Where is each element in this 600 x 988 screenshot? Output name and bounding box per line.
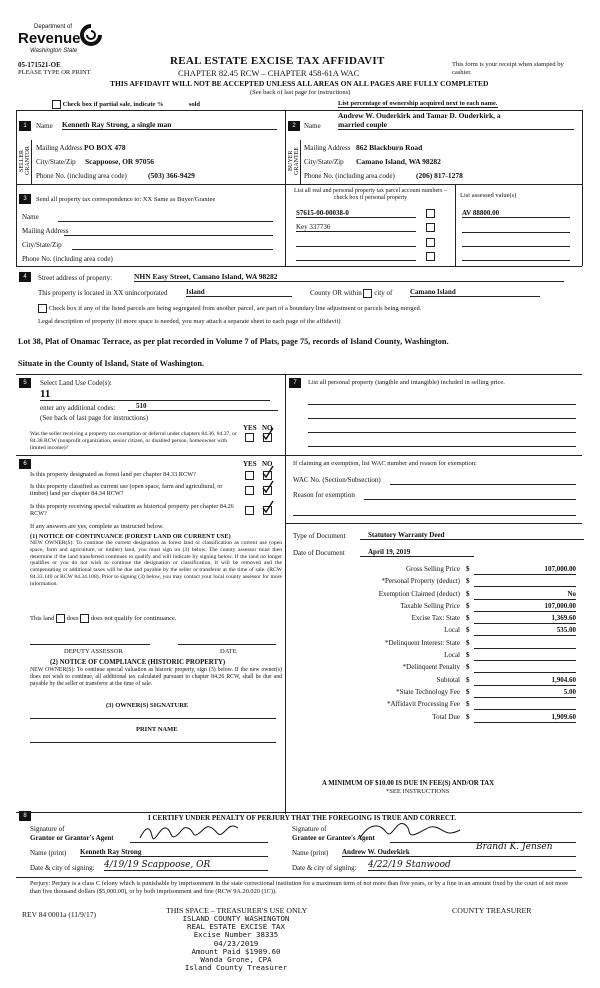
notice-1-title: (1) NOTICE OF CONTINUANCE (FOREST LAND OR CURRENT USE) — [30, 533, 231, 540]
personal-property-label: List all personal property (tangible and intangible) included in selling price. — [308, 379, 505, 386]
calc-value[interactable]: 1,909.60 — [474, 713, 576, 723]
seller-name[interactable]: Kenneth Ray Strong, a single man — [62, 120, 277, 130]
logo-dept-text: Department of — [34, 24, 73, 30]
calc-label: *State Technology Fee — [396, 687, 460, 696]
calc-value[interactable] — [474, 577, 576, 587]
calc-row — [290, 688, 578, 700]
calc-row — [290, 639, 578, 651]
calc-row — [290, 663, 578, 675]
additional-codes-label: enter any additional codes: — [40, 404, 116, 412]
q1-yes-checkbox[interactable] — [245, 471, 254, 480]
grantee-date[interactable]: 4/22/19 Stanwood — [368, 860, 576, 871]
grantor-date-label: Date & city of signing: — [30, 864, 95, 872]
calc-value[interactable] — [474, 651, 576, 661]
located-county[interactable]: Island — [186, 288, 292, 297]
exemption-question: Was the seller receiving a property tax exemption or deferral under chapters 84.36, 84.37, or 84.38 RCW (nonprofit organization, senior citizen, or disabled person, homeowner with limited income)? — [30, 431, 237, 451]
form-id: 05-171521-OE — [18, 61, 61, 69]
treasurer-stamp — [166, 915, 306, 972]
buyer-name-line1[interactable]: Andrew W. Ouderkirk and Tamar D. Ouderkirk, a — [338, 111, 501, 120]
perjury-note: Perjury: Perjury is a class C felony which is punishable by imprisonment in the state correctional institution for a maximum term of not more than five years, or by a fine in an amount fixed by the court of not more than five thousand dollars ($5,000.00), or by both imprisonment and fine (RCW 9A.20.020 (1C)). — [30, 880, 569, 895]
calc-label: Gross Selling Price — [405, 565, 460, 573]
parcel-3[interactable] — [296, 246, 416, 247]
calc-label: *Delinquent Interest: State — [384, 638, 460, 647]
doc-date[interactable]: April 19, 2019 — [360, 548, 474, 557]
section-1-badge: 1 — [19, 121, 31, 131]
stamp-line: Island County Treasurer — [184, 963, 288, 973]
calc-value[interactable]: 535.00 — [474, 626, 576, 636]
calc-value[interactable]: 1,904.60 — [474, 676, 576, 686]
stamp-line: ISLAND COUNTY WASHINGTON — [182, 914, 290, 923]
grantee-date-label: Date & city of signing: — [292, 864, 357, 872]
calc-label: *Personal Property (deduct) — [381, 577, 460, 586]
assessed-1[interactable]: AV 88800.00 — [462, 209, 570, 218]
stamp-line: Amount Paid $1909.60 — [191, 946, 281, 956]
this-land-label: This land — [30, 614, 55, 622]
partial-sale-checkbox[interactable] — [52, 100, 61, 109]
legal-line-1: Lot 38, Plat of Onamac Terrace, as per plat recorded in Volume 7 of Plats, page 75, records of Island County, Washington. — [18, 337, 449, 346]
section-8-badge: 8 — [19, 811, 31, 821]
calc-value[interactable] — [474, 663, 576, 673]
s5-yes-checkbox[interactable] — [245, 433, 254, 442]
calc-label: *Delinquent Penalty — [402, 663, 460, 672]
personal-property-line-4[interactable] — [308, 446, 576, 447]
reason-label: Reason for exemption — [293, 491, 355, 499]
s3-phone-label: Phone No. (including area code) — [22, 255, 113, 263]
calc-dollar-sign: $ — [466, 712, 470, 721]
s6-yes-header: YES — [243, 460, 257, 468]
calc-row — [290, 713, 578, 725]
county-or-text: County OR within — [310, 289, 362, 298]
legal-line-2: Situate in the County of Island, State of Washington. — [18, 359, 205, 368]
calc-row — [290, 590, 578, 602]
parcel-4[interactable] — [296, 260, 416, 261]
section-6-badge: 6 — [19, 459, 31, 469]
seller-side-label: SELLER GRANTOR — [19, 146, 31, 176]
partial-sale-sold: sold — [188, 100, 201, 108]
personal-property-line-2[interactable] — [308, 418, 576, 419]
doc-type[interactable]: Statutory Warranty Deed — [360, 531, 584, 540]
s3-name-field[interactable] — [58, 221, 273, 222]
q1-no-checkmark-icon — [262, 465, 274, 479]
doc-type-label: Type of Document — [293, 532, 346, 540]
q3-historic: Is this property receiving special valuation as historical property per chapter 84.26 RCW? — [30, 503, 234, 517]
legal-label: Legal description of property (if more space is needed, you may attach a separate sheet to each page of the affidavit) — [38, 318, 341, 325]
q3-no-checkmark-icon — [262, 500, 274, 514]
land-use-label: Select Land Use Code(s): — [40, 379, 112, 387]
calc-label: Local — [444, 626, 460, 635]
seller-phone[interactable]: (503) 366-9429 — [148, 171, 195, 180]
reason-field-2[interactable] — [293, 515, 576, 516]
street-address[interactable]: NHN Easy Street, Camano Island, WA 98282 — [134, 272, 564, 282]
does-not-label: does not qualify for continuance. — [90, 614, 177, 622]
grantee-print-name[interactable]: Andrew W. Ouderkirk — [342, 848, 576, 857]
calc-row — [290, 565, 578, 577]
does-not-checkbox[interactable] — [80, 614, 89, 623]
calc-dollar-sign: $ — [466, 626, 470, 635]
grantee-print-label: Name (print) — [292, 849, 329, 857]
grantor-sig-label-1: Signature of — [30, 825, 65, 833]
section-3-badge: 3 — [19, 194, 31, 204]
q3-yes-checkbox[interactable] — [245, 506, 254, 515]
calc-row — [290, 651, 578, 663]
parcel-1-personal-checkbox[interactable] — [426, 209, 435, 218]
calc-value[interactable]: No — [474, 590, 576, 600]
notice-2-body: NEW OWNER(S): To continue special valuation as historic property, sign (3) below. If the new owner(s) does not wish to continue, all additional tax calculated pursuant to chapter 84.26 RCW, shall be due and payable by the seller or transferor at the time of sale. — [30, 667, 282, 687]
calc-dollar-sign: $ — [466, 614, 470, 623]
wac-field[interactable] — [390, 484, 576, 485]
calc-row — [290, 676, 578, 688]
assessor-date-label: DATE — [220, 648, 237, 655]
exemption-claim-label: If claiming an exemption, list WAC number and reason for exemption: — [293, 460, 477, 467]
calc-value[interactable]: 107,000.00 — [474, 565, 576, 575]
notice-1-body: NEW OWNER(S): To continue the current designation as forest land or classification as current use (open space, farm and agriculture, or timber) land, you must sign on (3) below. The county assessor must then determine if the land transferred continues to qualify and will indicate by signing below. If the land no longer qualifies or you do not wish to continue the designation or classification, it will be removed and the compensating or additional taxes will be due and payable by the seller or transferor at the time of sale. (RCW 84.33.140 or RCW 84.34.108). Prior to signing (3) below, you may contact your local county assessor for more information. — [30, 540, 282, 587]
tax-calculation — [290, 565, 578, 725]
s3-mailing-label: Mailing Address — [22, 227, 69, 235]
buyer-city-label: City/State/Zip — [304, 158, 344, 166]
section-2-badge: 2 — [288, 121, 300, 131]
owner-signature-field[interactable] — [30, 718, 276, 719]
calc-row — [290, 700, 578, 712]
parcel-header: List all real and personal property tax parcel account numbers – check box if personal property — [294, 188, 447, 201]
calc-label: Local — [444, 651, 460, 660]
calc-dollar-sign: $ — [466, 663, 470, 672]
county-treasurer: COUNTY TREASURER — [452, 906, 532, 915]
calc-dollar-sign: $ — [466, 638, 470, 647]
s3-name-label: Name — [22, 213, 39, 221]
segregated-checkbox[interactable] — [38, 304, 47, 313]
calc-dollar-sign: $ — [466, 687, 470, 696]
grantor-date[interactable]: 4/19/19 Scappoose, OR — [104, 860, 268, 871]
calc-row — [290, 602, 578, 614]
print-name-label: PRINT NAME — [136, 726, 178, 733]
see-instructions: *SEE INSTRUCTIONS — [386, 788, 450, 795]
calc-label: Excise Tax: State — [411, 614, 460, 623]
seller-phone-label: Phone No. (including area code) — [36, 172, 127, 180]
q2-no-checkmark-icon — [262, 480, 274, 494]
calc-label: *Affidavit Processing Fee — [387, 700, 460, 709]
reason-field[interactable] — [364, 499, 576, 500]
s5-no-checkmark-icon — [262, 427, 274, 441]
calc-label: Subtotal — [436, 675, 460, 684]
additional-code[interactable]: 510 — [128, 402, 278, 411]
page-title: REAL ESTATE EXCISE TAX AFFIDAVIT — [170, 55, 385, 67]
buyer-phone[interactable]: (206) 817-1278 — [416, 171, 463, 180]
calc-dollar-sign: $ — [466, 651, 470, 660]
q2-current-use: Is this property classified as current use (open space, farm and agricultural, or timber) land per chapter 84.34 RCW? — [30, 483, 223, 497]
land-use-code[interactable]: 11 — [40, 388, 270, 401]
grantee-sig-label-2: Grantee or Grantee's Agent — [292, 834, 375, 842]
s6-no-header: NO — [262, 460, 273, 468]
doc-date-label: Date of Document — [293, 549, 345, 557]
buyer-phone-label: Phone No. (including area code) — [304, 172, 395, 180]
parcel-2[interactable]: Key 337736 — [296, 223, 416, 232]
seller-city[interactable]: Scappoose, OR 97056 — [85, 157, 154, 166]
calc-row — [290, 577, 578, 589]
partial-sale — [52, 100, 200, 109]
parcel-4-personal-checkbox[interactable] — [426, 252, 435, 261]
seller-name-label: Name — [36, 122, 53, 130]
parcel-3-personal-checkbox[interactable] — [426, 238, 435, 247]
wac-label: WAC No. (Section/Subsection) — [293, 476, 381, 484]
logo-swoosh-icon — [80, 24, 102, 46]
calc-row — [290, 626, 578, 638]
dor-logo — [18, 24, 108, 58]
stamp-line: Wanda Grone, CPA — [200, 955, 272, 965]
grantee-print-hand: Brandi K. Jensen — [476, 842, 553, 852]
calc-dollar-sign: $ — [466, 700, 470, 709]
calc-label: Exemption Claimed (deduct) — [378, 589, 460, 598]
assessed-4[interactable] — [462, 260, 570, 261]
county-or-label — [310, 289, 392, 298]
grantee-sig-label-1: Signature of — [292, 825, 327, 833]
calc-row — [290, 614, 578, 626]
buyer-name-line2[interactable]: married couple — [338, 120, 574, 130]
calc-label: Total Due — [432, 712, 460, 721]
buyer-name-label: Name — [304, 122, 321, 130]
calc-dollar-sign: $ — [466, 565, 470, 573]
assessed-header: List assessed value(s) — [460, 192, 517, 199]
certify-line: I CERTIFY UNDER PENALTY OF PERJURY THAT THE FOREGOING IS TRUE AND CORRECT. — [148, 814, 457, 822]
calc-value[interactable] — [474, 700, 576, 710]
calc-dollar-sign: $ — [466, 589, 470, 598]
grantor-sig-label-2: Grantor or Grantor's Agent — [30, 834, 114, 842]
buyer-city[interactable]: Camano Island, WA 98282 — [356, 157, 441, 166]
chapter-line: CHAPTER 82.45 RCW – CHAPTER 458-61A WAC — [178, 68, 360, 78]
warning-line: THIS AFFIDAVIT WILL NOT BE ACCEPTED UNLESS ALL AREAS ON ALL PAGES ARE FULLY COMPLETED — [110, 79, 489, 88]
stamp-line: REAL ESTATE EXCISE TAX — [187, 922, 285, 932]
seller-mailing-label: Mailing Address — [36, 144, 83, 152]
calc-value[interactable]: 1,369.60 — [474, 614, 576, 624]
does-label: does — [66, 614, 79, 622]
grantee-signature-scribble-icon — [356, 820, 466, 844]
segregated-label: Check box if any of the listed parcels are being segregated from another parcel, are part of a boundary line adjustment or parcels being merged. — [48, 304, 422, 312]
parcel-2-personal-checkbox[interactable] — [426, 223, 435, 232]
calc-value[interactable]: 5.00 — [474, 688, 576, 698]
does-checkbox[interactable] — [56, 614, 65, 623]
assessed-3[interactable] — [462, 246, 570, 247]
buyer-mailing[interactable]: 862 Blackburn Road — [356, 143, 423, 152]
calc-value[interactable]: 107,000.00 — [474, 602, 576, 612]
within-city-checkbox[interactable] — [363, 289, 372, 298]
seller-mailing[interactable]: PO BOX 478 — [84, 143, 126, 152]
grantor-print-label: Name (print) — [30, 849, 67, 857]
ownership-note: List percentage of ownership acquired next to each name. — [338, 100, 498, 107]
please-type: PLEASE TYPE OR PRINT — [18, 69, 91, 76]
stamp-line: Excise Number 38335 — [193, 930, 279, 940]
personal-property-line-3[interactable] — [308, 432, 576, 433]
section-7-badge: 7 — [289, 378, 301, 388]
owner-signature-label: (3) OWNER(S) SIGNATURE — [106, 702, 189, 709]
minimum-note: A MINIMUM OF $10.00 IS DUE IN FEE(S) AND/OR TAX — [322, 780, 495, 787]
s3-mailing-field[interactable] — [64, 235, 273, 236]
calc-dollar-sign: $ — [466, 675, 470, 684]
s5-no-header: NO — [262, 424, 273, 432]
grantor-signature-scribble-icon — [136, 822, 256, 844]
rev-number: REV 84 0001a (11/9/17) — [22, 910, 96, 919]
personal-property-line-1[interactable] — [308, 404, 576, 405]
seller-city-label: City/State/Zip — [36, 158, 76, 166]
treasurer-title: THIS SPACE – TREASURER'S USE ONLY — [166, 906, 308, 915]
buyer-mailing-label: Mailing Address — [304, 144, 351, 152]
assessed-2[interactable] — [462, 232, 570, 233]
partial-sale-label: Check box if partial sale, indicate % — [62, 100, 164, 108]
tax-correspondence-label: Send all property tax correspondence to: XX Same as Buyer/Grantee — [36, 196, 216, 203]
section-5-badge: 5 — [19, 378, 31, 388]
s3-city-field[interactable] — [72, 249, 273, 250]
calc-value[interactable] — [474, 639, 576, 649]
city-of-text: city of — [374, 289, 393, 298]
q1-forest-land: Is this property designated as forest land per chapter 84.33 RCW? — [30, 471, 196, 478]
calc-dollar-sign: $ — [466, 601, 470, 610]
segregated-row — [38, 304, 421, 313]
stamp-line: 04/23/2019 — [213, 938, 259, 948]
located-label: This property is located in XX unincorporated — [38, 289, 168, 297]
street-label: Street address of property: — [38, 274, 113, 282]
s5-yes-header: YES — [243, 424, 257, 432]
logo-state-text: Washington State — [30, 48, 78, 54]
land-use-see-back: (See back of last page for instructions) — [40, 414, 149, 422]
parcel-1[interactable]: S7615-00-00038-0 — [296, 209, 416, 218]
continuance-row — [30, 614, 177, 623]
print-name-field[interactable] — [30, 742, 276, 743]
see-back-line: (See back of last page for instructions) — [250, 89, 351, 96]
q2-yes-checkbox[interactable] — [245, 486, 254, 495]
receipt-note: This form is your receipt when stamped by cashier. — [452, 61, 564, 76]
notice-2-title: (2) NOTICE OF COMPLIANCE (HISTORIC PROPERTY) — [50, 659, 226, 666]
section-4-badge: 4 — [19, 272, 31, 282]
buyer-side-label: BUYER GRANTEE — [288, 147, 300, 175]
s3-city-label: City/State/Zip — [22, 241, 62, 249]
deputy-assessor-label: DEPUTY ASSESSOR — [64, 648, 123, 655]
calc-dollar-sign: $ — [466, 577, 470, 586]
logo-revenue-text: Revenue — [18, 30, 81, 47]
if-yes-note: If any answers are yes, complete as instructed below. — [30, 523, 164, 530]
grantor-print-name[interactable]: Kenneth Ray Strong — [80, 848, 268, 857]
calc-label: Taxable Selling Price — [400, 601, 460, 610]
city-name[interactable]: Camano Island — [410, 288, 540, 297]
